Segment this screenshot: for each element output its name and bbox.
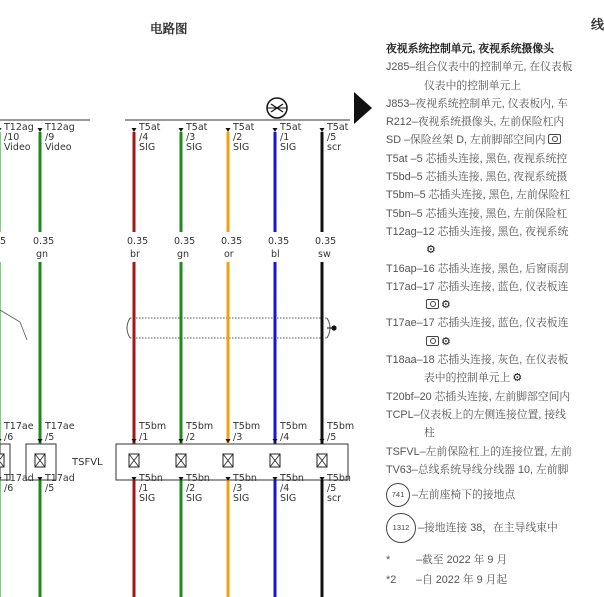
pin-arrow-icon (179, 439, 184, 443)
pin-label: /5 (45, 432, 55, 443)
camera-icon (426, 336, 439, 346)
ground-point-entry (386, 483, 600, 507)
legend-entry (386, 95, 600, 113)
camera-icon (426, 299, 439, 309)
pin-label: /5 (45, 483, 55, 494)
ground-point-number: 741 (386, 483, 410, 507)
connector-label: T5bm (186, 421, 214, 432)
pin-label: /5 (327, 132, 337, 143)
camera-icon (548, 134, 561, 144)
connector-label: T5at (186, 122, 208, 133)
pin-arrow-icon (38, 128, 43, 132)
pin-arrow-icon (273, 128, 278, 132)
legend-entry-text: T5at –5 芯插头连接, 黑色, 夜视系统控 (386, 152, 568, 165)
wire-gauge: 0.35 (268, 236, 290, 247)
wire-gauge: 0.35 (315, 236, 337, 247)
legend-entry (386, 314, 600, 332)
legend-entry (386, 113, 600, 131)
pin-arrow-icon (132, 128, 137, 132)
legend-entry-text: R212–夜视系统摄像头, 左前保险杠内 (386, 116, 565, 129)
pin-label: /4 (139, 132, 149, 143)
connector-label: T5bn (327, 473, 351, 484)
pin-label: /1 (280, 132, 290, 143)
signal-label: SIG (233, 493, 250, 504)
legend-entry (386, 186, 600, 204)
pin-arrow-icon (273, 439, 278, 443)
signal-label: Video (45, 142, 72, 153)
connector-label: T5at (233, 122, 255, 133)
legend-entry (386, 223, 600, 241)
connector-label: T5bn (233, 473, 257, 484)
connector-label: T17ad (4, 473, 34, 484)
connector-label: T5bn (186, 473, 210, 484)
legend-entry-text: T5bm–5 芯插头连接, 黑色, 左前保险杠 (386, 189, 571, 202)
ground-point-text: –接地连接 38，在主导线束中 (418, 521, 558, 534)
footnote (386, 551, 600, 569)
wire-color-code: gn (36, 249, 49, 260)
pin-arrow-icon (132, 439, 137, 443)
part-icon: ⚙ (441, 335, 451, 348)
connector-label: T17ae (45, 421, 75, 432)
signal-label: SIG (186, 493, 203, 504)
legend-entry-text: T5bd–5 芯插头连接, 黑色, 夜视系统摄 (386, 171, 568, 184)
pin-label: /2 (186, 483, 196, 494)
ground-point-number: 1312 (386, 513, 416, 543)
ground-point-text: –左前座椅下的接地点 (412, 488, 516, 501)
pin-arrow-icon (0, 128, 2, 132)
earth-symbol-icon (267, 98, 287, 118)
wire-gauge: 0.35 (221, 236, 243, 247)
part-icon: ⚙ (426, 244, 436, 257)
wire-color-code: bl (271, 249, 280, 260)
connector-label: T12ag (45, 122, 75, 133)
legend-entry-text: T12ag–12 芯插头连接, 黑色, 夜视系统 (386, 225, 569, 238)
pin-arrow-icon (179, 128, 184, 132)
wire-color-code: br (130, 249, 140, 260)
pin-label: /10 (4, 132, 20, 143)
legend-entry-text: TV63–总线系统导线分线器 10, 左前脚 (386, 463, 569, 476)
pin-label: /3 (233, 483, 243, 494)
connector-label: T5at (327, 122, 349, 133)
legend-entry (386, 443, 600, 461)
pin-label: /1 (139, 483, 149, 494)
signal-label: SIG (186, 142, 203, 153)
wire-color-code: gn (177, 249, 190, 260)
footnote-text: –自 2022 年 9 月起 (416, 574, 508, 587)
pin-label: /3 (186, 132, 196, 143)
footnote (386, 571, 600, 589)
legend-entry-text: TCPL–仪表板上的左侧连接位置, 接线 (386, 408, 566, 421)
pin-arrow-icon (226, 439, 231, 443)
legend-icon-row (386, 241, 600, 259)
legend-entry (386, 168, 600, 186)
pin-arrow-icon (38, 439, 43, 443)
connector-label: T12ag (4, 122, 34, 133)
legend-entry-text: J853–夜视系统控制单元, 仪表板内, 车 (386, 97, 568, 110)
legend-entry-continuation: 柱 (424, 427, 435, 440)
pin-arrow-icon (320, 439, 325, 443)
legend-entry (386, 205, 600, 223)
part-icon: ⚙ (512, 372, 523, 385)
legend-entry-text: T5bn–5 芯插头连接, 黑色, 左前保险杠 (386, 207, 568, 220)
signal-label: SIG (139, 142, 156, 153)
legend-entry (386, 461, 600, 479)
legend-icon-row (386, 296, 600, 314)
pin-label: /3 (233, 432, 243, 443)
connector-label: T5at (139, 122, 161, 133)
wire-color-code: sw (318, 249, 331, 260)
left-gauge-label: 5 (0, 236, 7, 247)
next-page-arrow-icon[interactable] (354, 92, 372, 124)
wire-color-code: or (224, 249, 234, 260)
pin-label: /5 (327, 483, 337, 494)
splice-label: TSFVL (72, 457, 103, 468)
legend-entry-text: TSFVL–左前保险杠上的连接位置, 左前 (386, 445, 572, 458)
pin-label: /6 (4, 432, 14, 443)
signal-label: SIG (280, 493, 297, 504)
legend-entry-text: T17ae–17 芯插头连接, 蓝色, 仪表板连 (386, 317, 569, 330)
legend-entry-text: J285–组合仪表中的控制单元, 在仪表板 (386, 61, 573, 74)
footnote-mark: * (386, 554, 391, 567)
pin-label: /5 (327, 432, 337, 443)
legend-entry-text: T16ap–16 芯插头连接, 黑色, 后窗雨刮 (386, 262, 569, 275)
signal-label: Video (4, 142, 31, 153)
connector-label: T5bm (233, 421, 261, 432)
wire-gauge: 0.35 (127, 236, 149, 247)
legend-entry (386, 150, 600, 168)
footnote-mark: *2 (386, 574, 397, 587)
connector-label: T5bn (280, 473, 304, 484)
wire-gauge: 0.35 (33, 236, 55, 247)
pin-arrow-icon (226, 128, 231, 132)
legend-entry-text: T18aa–18 芯插头连接, 灰色, 在仪表板 (386, 354, 569, 367)
connector-label: T5bm (327, 421, 355, 432)
right-edge-glyph: 线 (591, 17, 604, 32)
legend-entry (386, 351, 600, 369)
signal-label: scr (327, 493, 342, 504)
pin-arrow-icon (320, 128, 325, 132)
legend-entry-text: T17ad–17 芯插头连接, 蓝色, 仪表板连 (386, 280, 569, 293)
legend-entry-text: SD –保险丝架 D, 左前脚部空间内 (386, 134, 546, 147)
legend-entry (386, 278, 600, 296)
legend-entry (386, 388, 600, 406)
legend-entry (386, 58, 600, 76)
diagram-title: 电路图 (150, 21, 188, 36)
pin-label: /4 (280, 483, 290, 494)
footnote-text: –截至 2022 年 9 月 (416, 554, 508, 567)
legend-entry-continuation: 仪表中的控制单元上 (424, 79, 522, 92)
pin-label: /2 (186, 432, 196, 443)
pin-label: /1 (139, 432, 149, 443)
connector-label: T5at (280, 122, 302, 133)
legend-panel (386, 40, 600, 590)
connector-label: T5bm (280, 421, 308, 432)
pin-label: /2 (233, 132, 243, 143)
signal-label: SIG (139, 493, 156, 504)
legend-entry (386, 260, 600, 278)
connector-label: T17ad (45, 473, 75, 484)
legend-entry-continuation: 表中的控制单元上 ⚙ (386, 369, 600, 387)
legend-entry-text: T20bf–20 芯插头连接, 左前脚部空间内 (386, 390, 571, 403)
legend-heading: 夜视系统控制单元, 夜视系统摄像头 (386, 43, 554, 55)
pin-label: /6 (4, 483, 14, 494)
pin-label: /4 (280, 432, 290, 443)
pin-label: /9 (45, 132, 55, 143)
signal-label: SIG (280, 142, 297, 153)
wire-gauge: 0.35 (174, 236, 196, 247)
legend-entry (386, 131, 600, 149)
part-icon: ⚙ (441, 299, 451, 312)
connector-label: T5bn (139, 473, 163, 484)
signal-label: scr (327, 142, 342, 153)
connector-label: T5bm (139, 421, 167, 432)
connector-label: T17ae (4, 421, 34, 432)
signal-label: SIG (233, 142, 250, 153)
legend-icon-row (386, 333, 600, 351)
legend-entry (386, 406, 600, 424)
ground-point-entry (386, 513, 600, 543)
